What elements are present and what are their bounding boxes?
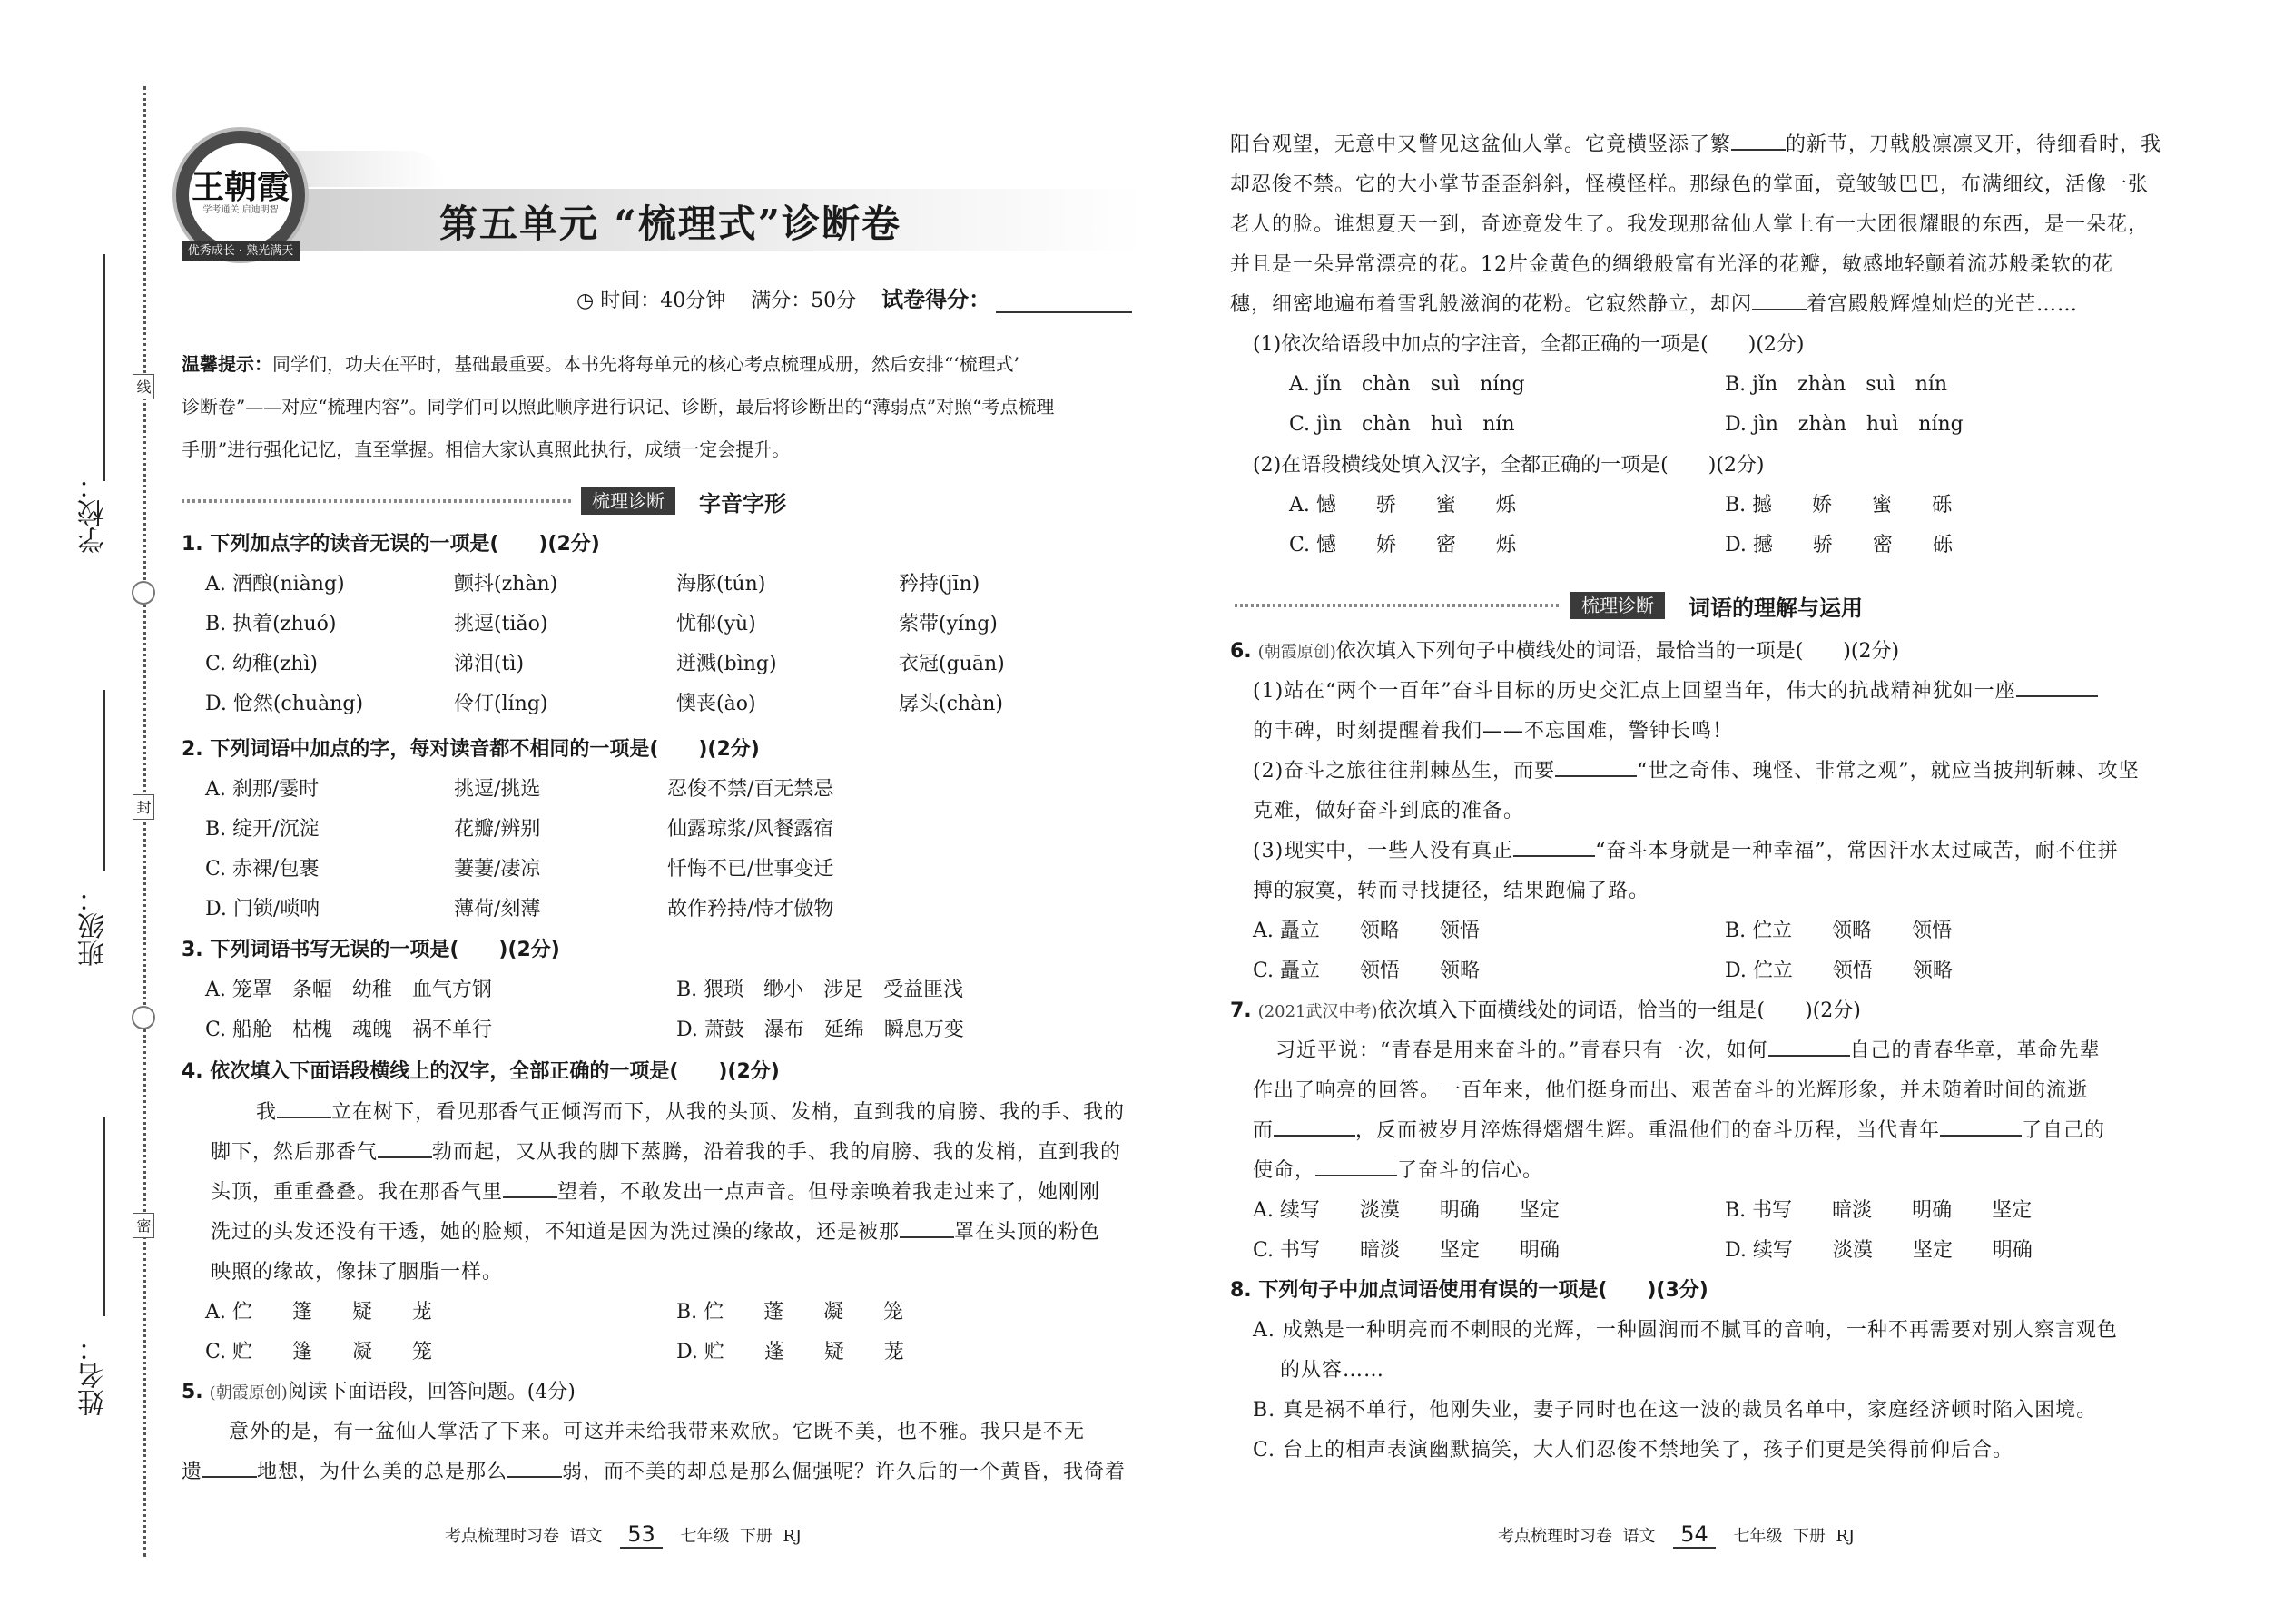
full-score: 满分：50分 bbox=[751, 290, 857, 312]
q2-option-r2-c3: 仙露琼浆/风餐露宿 bbox=[667, 818, 834, 841]
q2-option-r3-c1: C. 赤裸/包裹 bbox=[205, 858, 320, 881]
q7-blank-3[interactable] bbox=[1940, 1117, 2022, 1137]
q6-sentence-2a: (2)奋斗之旅往往荆棘丛生，而要 “世之奇伟、瑰怪、非常之观”，就应当披荆斩棘、攻坚 bbox=[1253, 755, 2140, 783]
question-2-stem: 2. 下列词语中加点的字，每对读音都不相同的一项是( )(2分) bbox=[182, 738, 760, 761]
q4-para-line-3: 头顶，重重叠叠。我在那香气里 望着，不敢发出一点声音。但母亲唤着我走过来了，她刚刚 bbox=[211, 1176, 1100, 1205]
q6-option-r1-c1: A. 矗立 领略 领悟 bbox=[1253, 920, 1480, 942]
question-6-stem: 6. (朝霞原创)依次填入下列句子中横线处的词语，最恰当的一项是( )(2分) bbox=[1230, 640, 1900, 663]
q6-sentence-2b: 克难，做好奋斗到底的准备。 bbox=[1253, 800, 1525, 822]
section-rule-left bbox=[1235, 604, 1561, 607]
section-rule-left bbox=[182, 499, 572, 503]
q2-option-r2-c2: 花瓣/辨别 bbox=[454, 818, 541, 841]
class-fill-line bbox=[103, 690, 105, 871]
q7-para-line-1: 习近平说：“青春是用来奋斗的。”青春只有一次，如何 自己的青春华章，革命先辈 bbox=[1275, 1035, 2101, 1063]
q5-para-line-4: 却忍俊不禁。它的大小掌节歪歪斜斜，怪模怪样。那绿色的掌面，竟皱皱巴巴，布满细纹，活像一张 bbox=[1230, 173, 2150, 196]
q2-option-r3-c2: 萋萋/凄凉 bbox=[454, 858, 541, 881]
q6-sentence-3a: (3)现实中，一些人没有真正 “奋斗本身就是一种幸福”，常因汗水太过咸苦，耐不住拼 bbox=[1253, 835, 2119, 863]
footer-left: 考点梳理时习卷 语文 53 七年级 下册 RJ bbox=[445, 1521, 802, 1547]
q5-para-line-5: 老人的脸。谁想夏天一到，奇迹竟发生了。我发现那盆仙人掌上有一大团很耀眼的东西，是一朵花， bbox=[1230, 213, 2150, 236]
footer-right: 考点梳理时习卷 语文 54 七年级 下册 RJ bbox=[1498, 1521, 1856, 1547]
section-header-pronunciation bbox=[182, 487, 1162, 515]
section-badge: 梳理诊断 bbox=[581, 487, 675, 515]
page-number-left: 53 bbox=[620, 1521, 663, 1549]
binding-hole-1 bbox=[132, 581, 155, 605]
q5-blank-4[interactable] bbox=[1752, 290, 1807, 310]
q7-option-r1-c2: B. 书写 暗淡 明确 坚定 bbox=[1725, 1199, 2033, 1222]
q1-option-r3-c3: 迸溅(bìng) bbox=[676, 653, 777, 675]
page-number-right: 54 bbox=[1673, 1521, 1716, 1549]
q6-option-r2-c2: D. 伫立 领悟 领略 bbox=[1725, 960, 1953, 982]
q3-option-r2-c1: C. 船舱 枯槐 魂魄 祸不单行 bbox=[205, 1019, 493, 1041]
q7-para-line-3: 而 ，反而被岁月淬炼得熠熠生辉。重温他们的奋斗历程，当代青年 了自己的 bbox=[1253, 1115, 2105, 1143]
q1-option-r2-c2: 挑逗(tiǎo) bbox=[454, 613, 548, 635]
q4-para-line-1: 我 立在树下，看见那香气正倾泻而下，从我的头顶、发梢，直到我的肩膀、我的手、我的 bbox=[256, 1097, 1125, 1125]
q5-blank-3[interactable] bbox=[1731, 131, 1786, 151]
q1-option-r2-c3: 忧郁(yù) bbox=[676, 613, 756, 635]
q5-sub2-option-r2-c2: D. 撼 骄 密 砾 bbox=[1725, 534, 1953, 556]
question-5-stem: 5. (朝霞原创)阅读下面语段，回答问题。(4分) bbox=[182, 1381, 576, 1403]
binding-strip bbox=[0, 0, 154, 1624]
q6-option-r2-c1: C. 矗立 领悟 领略 bbox=[1253, 960, 1481, 982]
q6-blank-3[interactable] bbox=[1513, 837, 1595, 857]
q4-blank-2[interactable] bbox=[378, 1138, 432, 1158]
q4-para-line-5: 映照的缘故，像抹了胭脂一样。 bbox=[211, 1261, 504, 1284]
q5-sub2-option-r1-c2: B. 撼 娇 蜜 砾 bbox=[1725, 494, 1953, 517]
q4-option-r2-c1: C. 贮 篷 凝 笼 bbox=[205, 1341, 433, 1363]
q5-sub2-option-r2-c1: C. 憾 娇 密 烁 bbox=[1289, 534, 1517, 556]
q7-option-r2-c2: D. 续写 淡漠 坚定 明确 bbox=[1725, 1239, 2033, 1262]
seal-mark-line: 线 bbox=[133, 374, 154, 399]
q6-blank-2[interactable] bbox=[1555, 757, 1637, 777]
q5-blank-2[interactable] bbox=[507, 1458, 562, 1478]
q2-option-r3-c3: 忏悔不已/世事变迁 bbox=[667, 858, 834, 881]
q4-option-r2-c2: D. 贮 蓬 疑 茏 bbox=[676, 1341, 904, 1363]
school-fill-line bbox=[103, 254, 105, 481]
q7-blank-4[interactable] bbox=[1315, 1156, 1397, 1176]
tip-line-2: 诊断卷”——对应“梳理内容”。同学们可以照此顺序进行识记、诊断，最后将诊断出的“薄弱点”对照“考点梳理 bbox=[182, 396, 1055, 418]
q2-option-r4-c1: D. 门锁/唢呐 bbox=[205, 898, 320, 920]
q5-sub1-stem: (1)依次给语段中加点的字注音，全都正确的一项是( )(2分) bbox=[1253, 333, 1805, 356]
q5-para-line-7: 穗，细密地遍布着雪乳般滋润的花粉。它寂然静立，却闪 着宫殿般辉煌灿烂的光芒…… bbox=[1230, 289, 2078, 317]
q6-sentence-1b: 的丰碑，时刻提醒着我们——不忘国难，警钟长鸣！ bbox=[1253, 720, 1734, 743]
q5-sub2-option-r1-c1: A. 憾 骄 蜜 烁 bbox=[1289, 494, 1516, 517]
brand-logo bbox=[172, 127, 318, 272]
q8-option-a: A. 成熟是一种明亮而不刺眼的光辉，一种圆润而不腻耳的音响，一种不再需要对别人察言观色 bbox=[1253, 1319, 2118, 1342]
q4-para-line-2: 脚下，然后那香气 勃而起，又从我的脚下蒸腾，沿着我的手、我的肩膀、我的发梢，直到我的 bbox=[211, 1137, 1121, 1165]
q5-para-line-6: 并且是一朵异常漂亮的花。12片金黄色的绸缎般富有光泽的花瓣，敏感地轻颤着流苏般柔软的花 bbox=[1230, 253, 2113, 276]
q6-sentence-3b: 搏的寂寞，转而寻找捷径，结果跑偏了路。 bbox=[1253, 880, 1650, 902]
school-label: 学校： bbox=[78, 472, 110, 554]
q1-option-r3-c1: C. 幼稚(zhì) bbox=[205, 653, 318, 675]
q5-para-line-2: 遗 地想，为什么美的总是那么 弱，而不美的却总是那么倔强呢？许久后的一个黄昏，我倚着 bbox=[182, 1456, 1126, 1484]
page-title: 第五单元 “梳理式”诊断卷 bbox=[439, 202, 901, 246]
q7-option-r1-c1: A. 续写 淡漠 明确 坚定 bbox=[1253, 1199, 1560, 1222]
q1-option-r2-c1: B. 执着(zhuó) bbox=[205, 613, 337, 635]
q8-option-b: B. 真是祸不单行，他刚失业，妻子同时也在这一波的裁员名单中，家庭经济顿时陷入困境。 bbox=[1253, 1399, 2098, 1422]
q1-option-r1-c1: A. 酒酿(niàng) bbox=[205, 573, 345, 595]
seal-mark-secret: 密 bbox=[133, 1213, 154, 1238]
time-limit: 时间：40分钟 bbox=[600, 290, 726, 312]
q1-option-r3-c4: 衣冠(guān) bbox=[899, 653, 1005, 675]
q1-option-r1-c3: 海豚(tún) bbox=[676, 573, 766, 595]
tip-label: 温馨提示： bbox=[182, 353, 272, 375]
q4-blank-1[interactable] bbox=[277, 1098, 331, 1118]
q1-option-r3-c2: 涕泪(tì) bbox=[454, 653, 525, 675]
q5-sub2-stem: (2)在语段横线处填入汉字，全都正确的一项是( )(2分) bbox=[1253, 454, 1765, 477]
q4-blank-4[interactable] bbox=[900, 1218, 954, 1238]
seal-mark-seal: 封 bbox=[133, 794, 154, 820]
q7-option-r2-c1: C. 书写 暗淡 坚定 明确 bbox=[1253, 1239, 1561, 1262]
logo-subtitle: 学考通关 启迪明智 bbox=[202, 205, 279, 215]
q2-option-r4-c2: 薄荷/刻薄 bbox=[454, 898, 541, 920]
q1-option-r1-c2: 颤抖(zhàn) bbox=[454, 573, 558, 595]
q3-option-r1-c1: A. 笼罩 条幅 幼稚 血气方钢 bbox=[205, 979, 492, 1001]
exam-meta bbox=[576, 281, 1132, 313]
name-fill-line bbox=[103, 1117, 105, 1316]
q8-option-c: C. 台上的相声表演幽默搞笑，大人们忍俊不禁地笑了，孩子们更是笑得前仰后合。 bbox=[1253, 1439, 2014, 1462]
class-label: 班级： bbox=[78, 885, 110, 967]
q1-option-r4-c1: D. 怆然(chuàng) bbox=[205, 693, 364, 715]
question-1-stem: 1. 下列加点字的读音无误的一项是( )(2分) bbox=[182, 533, 600, 556]
binding-dotted-line bbox=[143, 86, 146, 1557]
tip-line-1: 同学们，功夫在平时，基础最重要。本书先将每单元的核心考点梳理成册，然后安排“‘梳理式’ bbox=[272, 353, 1019, 375]
q5-para-line-3: 阳台观望，无意中又瞥见这盆仙人掌。它竟横竖添了繁 的新节，刀戟般凛凛叉开，待细看时，我 bbox=[1230, 129, 2161, 157]
binding-hole-2 bbox=[132, 1006, 155, 1029]
q1-option-r4-c3: 懊丧(ào) bbox=[676, 693, 756, 715]
q7-para-line-2: 作出了响亮的回答。一百年来，他们挺身而出、艰苦奋斗的光辉形象，并未随着时间的流逝 bbox=[1253, 1079, 2089, 1102]
q4-para-line-4: 洗过的头发还没有干透，她的脸颊，不知道是因为洗过澡的缘故，还是被那 罩在头顶的粉色 bbox=[211, 1216, 1100, 1245]
q5-para-line-1: 意外的是，有一盆仙人掌活了下来。可这并未给我带来欢欣。它既不美，也不雅。我只是不无 bbox=[229, 1421, 1086, 1443]
q7-blank-2[interactable] bbox=[1274, 1117, 1355, 1137]
question-3-stem: 3. 下列词语书写无误的一项是( )(2分) bbox=[182, 939, 560, 961]
warm-tip bbox=[182, 343, 1162, 471]
q5-sub1-option-r1-c1: A. jǐn chàn suì níng bbox=[1289, 373, 1525, 396]
score-blank[interactable] bbox=[996, 311, 1132, 313]
question-7-stem: 7. (2021武汉中考)依次填入下面横线处的词语，恰当的一组是( )(2分) bbox=[1230, 999, 1861, 1022]
question-4-stem: 4. 依次填入下面语段横线上的汉字，全部正确的一项是( )(2分) bbox=[182, 1060, 780, 1083]
q8-option-a-cont: 的从容…… bbox=[1280, 1359, 1385, 1382]
q3-option-r2-c2: D. 萧鼓 瀑布 延绵 瞬息万变 bbox=[676, 1019, 964, 1041]
q6-sentence-1a: (1)站在“两个一百年”奋斗目标的历史交汇点上回望当年，伟大的抗战精神犹如一座 bbox=[1253, 675, 2098, 704]
q4-option-r1-c2: B. 伫 蓬 凝 笼 bbox=[676, 1301, 904, 1324]
q5-sub1-option-r2-c1: C. jìn chàn huì nín bbox=[1289, 413, 1515, 436]
q1-option-r4-c4: 孱头(chàn) bbox=[899, 693, 1003, 715]
q6-option-r1-c2: B. 伫立 领略 领悟 bbox=[1725, 920, 1953, 942]
logo-text: 王朝霞 bbox=[189, 143, 292, 247]
section-header-vocabulary bbox=[1235, 592, 2215, 619]
q2-option-r1-c3: 忍俊不禁/百无禁忌 bbox=[667, 778, 834, 801]
q5-sub1-option-r2-c2: D. jìn zhàn huì níng bbox=[1725, 413, 1964, 436]
q2-option-r1-c1: A. 刹那/霎时 bbox=[205, 778, 320, 801]
q5-sub1-option-r1-c2: B. jǐn zhàn suì nín bbox=[1725, 373, 1948, 396]
q2-option-r2-c1: B. 绽开/沉淀 bbox=[205, 818, 320, 841]
section-title: 字音字形 bbox=[699, 491, 786, 517]
q7-para-line-4: 使命， 了奋斗的信心。 bbox=[1253, 1155, 1543, 1183]
question-8-stem: 8. 下列句子中加点词语使用有误的一项是( )(3分) bbox=[1230, 1279, 1708, 1302]
q7-blank-1[interactable] bbox=[1768, 1037, 1850, 1057]
q4-blank-3[interactable] bbox=[503, 1178, 557, 1198]
tip-line-3: 手册”进行强化记忆，直至掌握。相信大家认真照此执行，成绩一定会提升。 bbox=[182, 438, 791, 460]
q2-option-r4-c3: 故作矜持/恃才傲物 bbox=[667, 898, 834, 920]
clock-icon: ◷ bbox=[576, 290, 595, 312]
q1-option-r4-c2: 伶仃(líng) bbox=[454, 693, 548, 715]
q1-option-r1-c4: 矜持(jīn) bbox=[899, 573, 980, 595]
logo-ribbon: 优秀成长 · 熟光满天 bbox=[182, 241, 300, 261]
q4-option-r1-c1: A. 伫 篷 疑 茏 bbox=[205, 1301, 432, 1324]
section-badge: 梳理诊断 bbox=[1570, 592, 1665, 619]
q5-blank-1[interactable] bbox=[202, 1458, 257, 1478]
q1-option-r2-c4: 萦带(yíng) bbox=[899, 613, 998, 635]
q2-option-r1-c2: 挑逗/挑选 bbox=[454, 778, 541, 801]
q6-blank-1[interactable] bbox=[2016, 677, 2098, 697]
q3-option-r1-c2: B. 猥琐 缈小 涉足 受益匪浅 bbox=[676, 979, 964, 1001]
name-label: 姓名： bbox=[78, 1334, 110, 1416]
section-title: 词语的理解与运用 bbox=[1689, 595, 1863, 621]
score-label: 试卷得分： bbox=[881, 287, 991, 312]
